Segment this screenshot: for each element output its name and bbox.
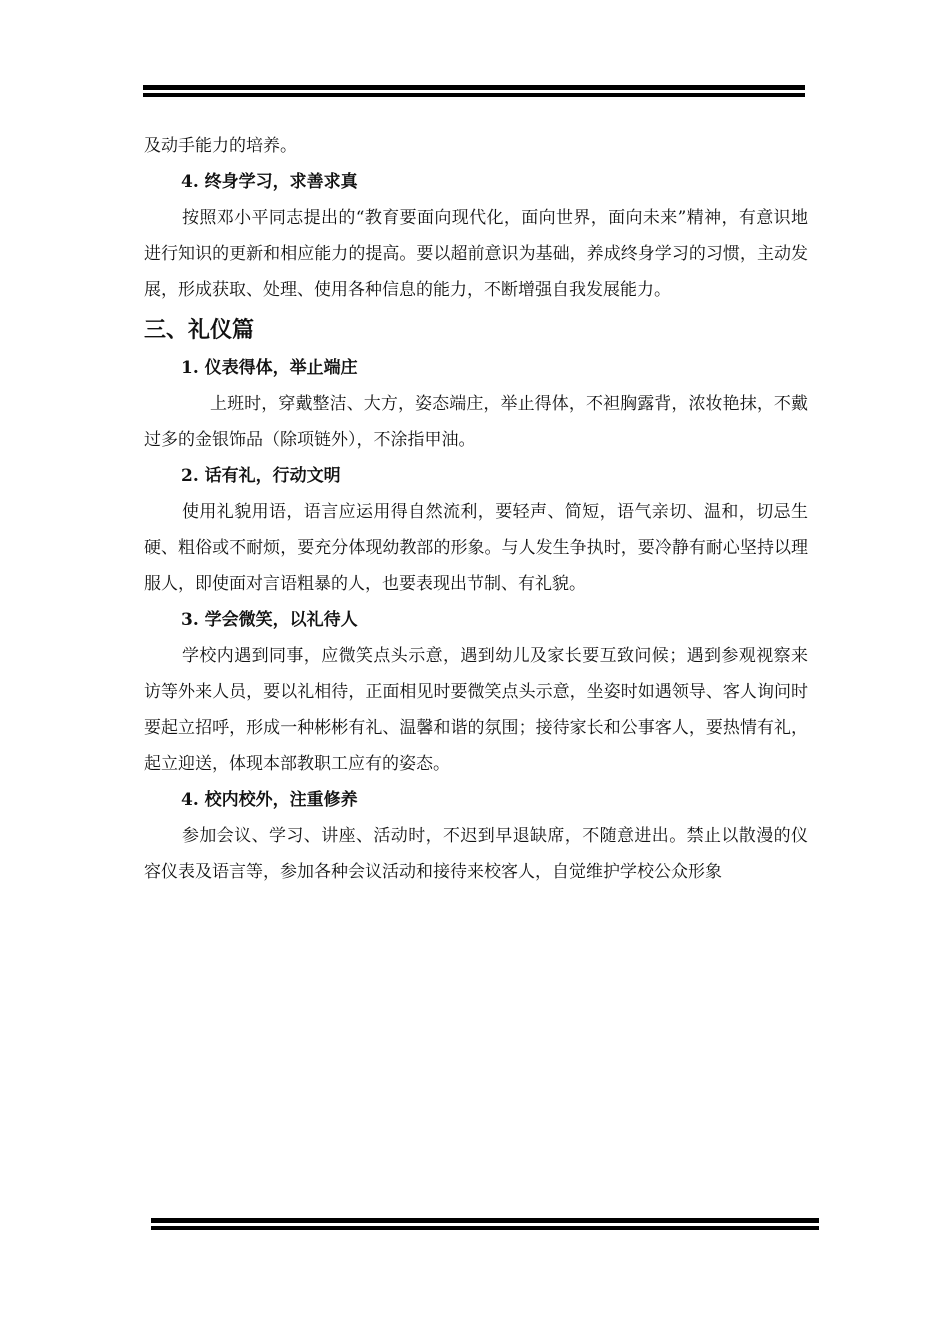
footer-rule-thick-line <box>151 1218 819 1223</box>
subheading: 4. 终身学习，求善求真 <box>181 172 358 192</box>
header-rule-thick-line <box>143 85 805 90</box>
footer-double-rule <box>151 1218 819 1230</box>
header-double-rule <box>143 85 805 97</box>
paragraph: 及动手能力的培养。 <box>144 136 297 156</box>
subheading: 2. 话有礼，行动文明 <box>181 466 341 486</box>
paragraph: 按照邓小平同志提出的“教育要面向现代化，面向世界，面向未来”精神，有意识地进行知识的更新和相应能力的提高。要以超前意识为基础，养成终身学习的习惯，主动发展，形成获取、处理、使用各种信息的能力，不断增强自我发展能力。 <box>144 208 808 300</box>
paragraph: 学校内遇到同事，应微笑点头示意，遇到幼儿及家长要互致问候；遇到参观视察来访等外来人员，要以礼相待，正面相见时要微笑点头示意，坐姿时如遇领导、客人询问时要起立招呼，形成一种彬彬有礼、温馨和谐的氛围；接待家长和公事客人，要热情有礼，起立迎送，体现本部教职工应有的姿态。 <box>144 646 808 774</box>
paragraph: 使用礼貌用语，语言应运用得自然流利，要轻声、简短，语气亲切、温和，切忌生硬、粗俗或不耐烦，要充分体现幼教部的形象。与人发生争执时，要冷静有耐心坚持以理服人，即使面对言语粗暴的人，也要表现出节制、有礼貌。 <box>144 502 808 594</box>
footer-rule-thin-line <box>151 1226 819 1230</box>
header-rule-thin-line <box>143 93 805 97</box>
subheading: 1. 仪表得体，举止端庄 <box>181 358 358 378</box>
paragraph: 上班时，穿戴整洁、大方，姿态端庄，举止得体，不袒胸露背，浓妆艳抹，不戴过多的金银饰品（除项链外），不涂指甲油。 <box>144 394 808 450</box>
subheading: 3. 学会微笑，以礼待人 <box>181 610 358 630</box>
subheading: 4. 校内校外，注重修养 <box>181 790 358 810</box>
document-body <box>144 128 808 890</box>
section-heading: 三、礼仪篇 <box>144 317 255 343</box>
paragraph: 参加会议、学习、讲座、活动时，不迟到早退缺席，不随意进出。禁止以散漫的仪容仪表及语言等，参加各种会议活动和接待来校客人，自觉维护学校公众形象 <box>144 826 808 882</box>
